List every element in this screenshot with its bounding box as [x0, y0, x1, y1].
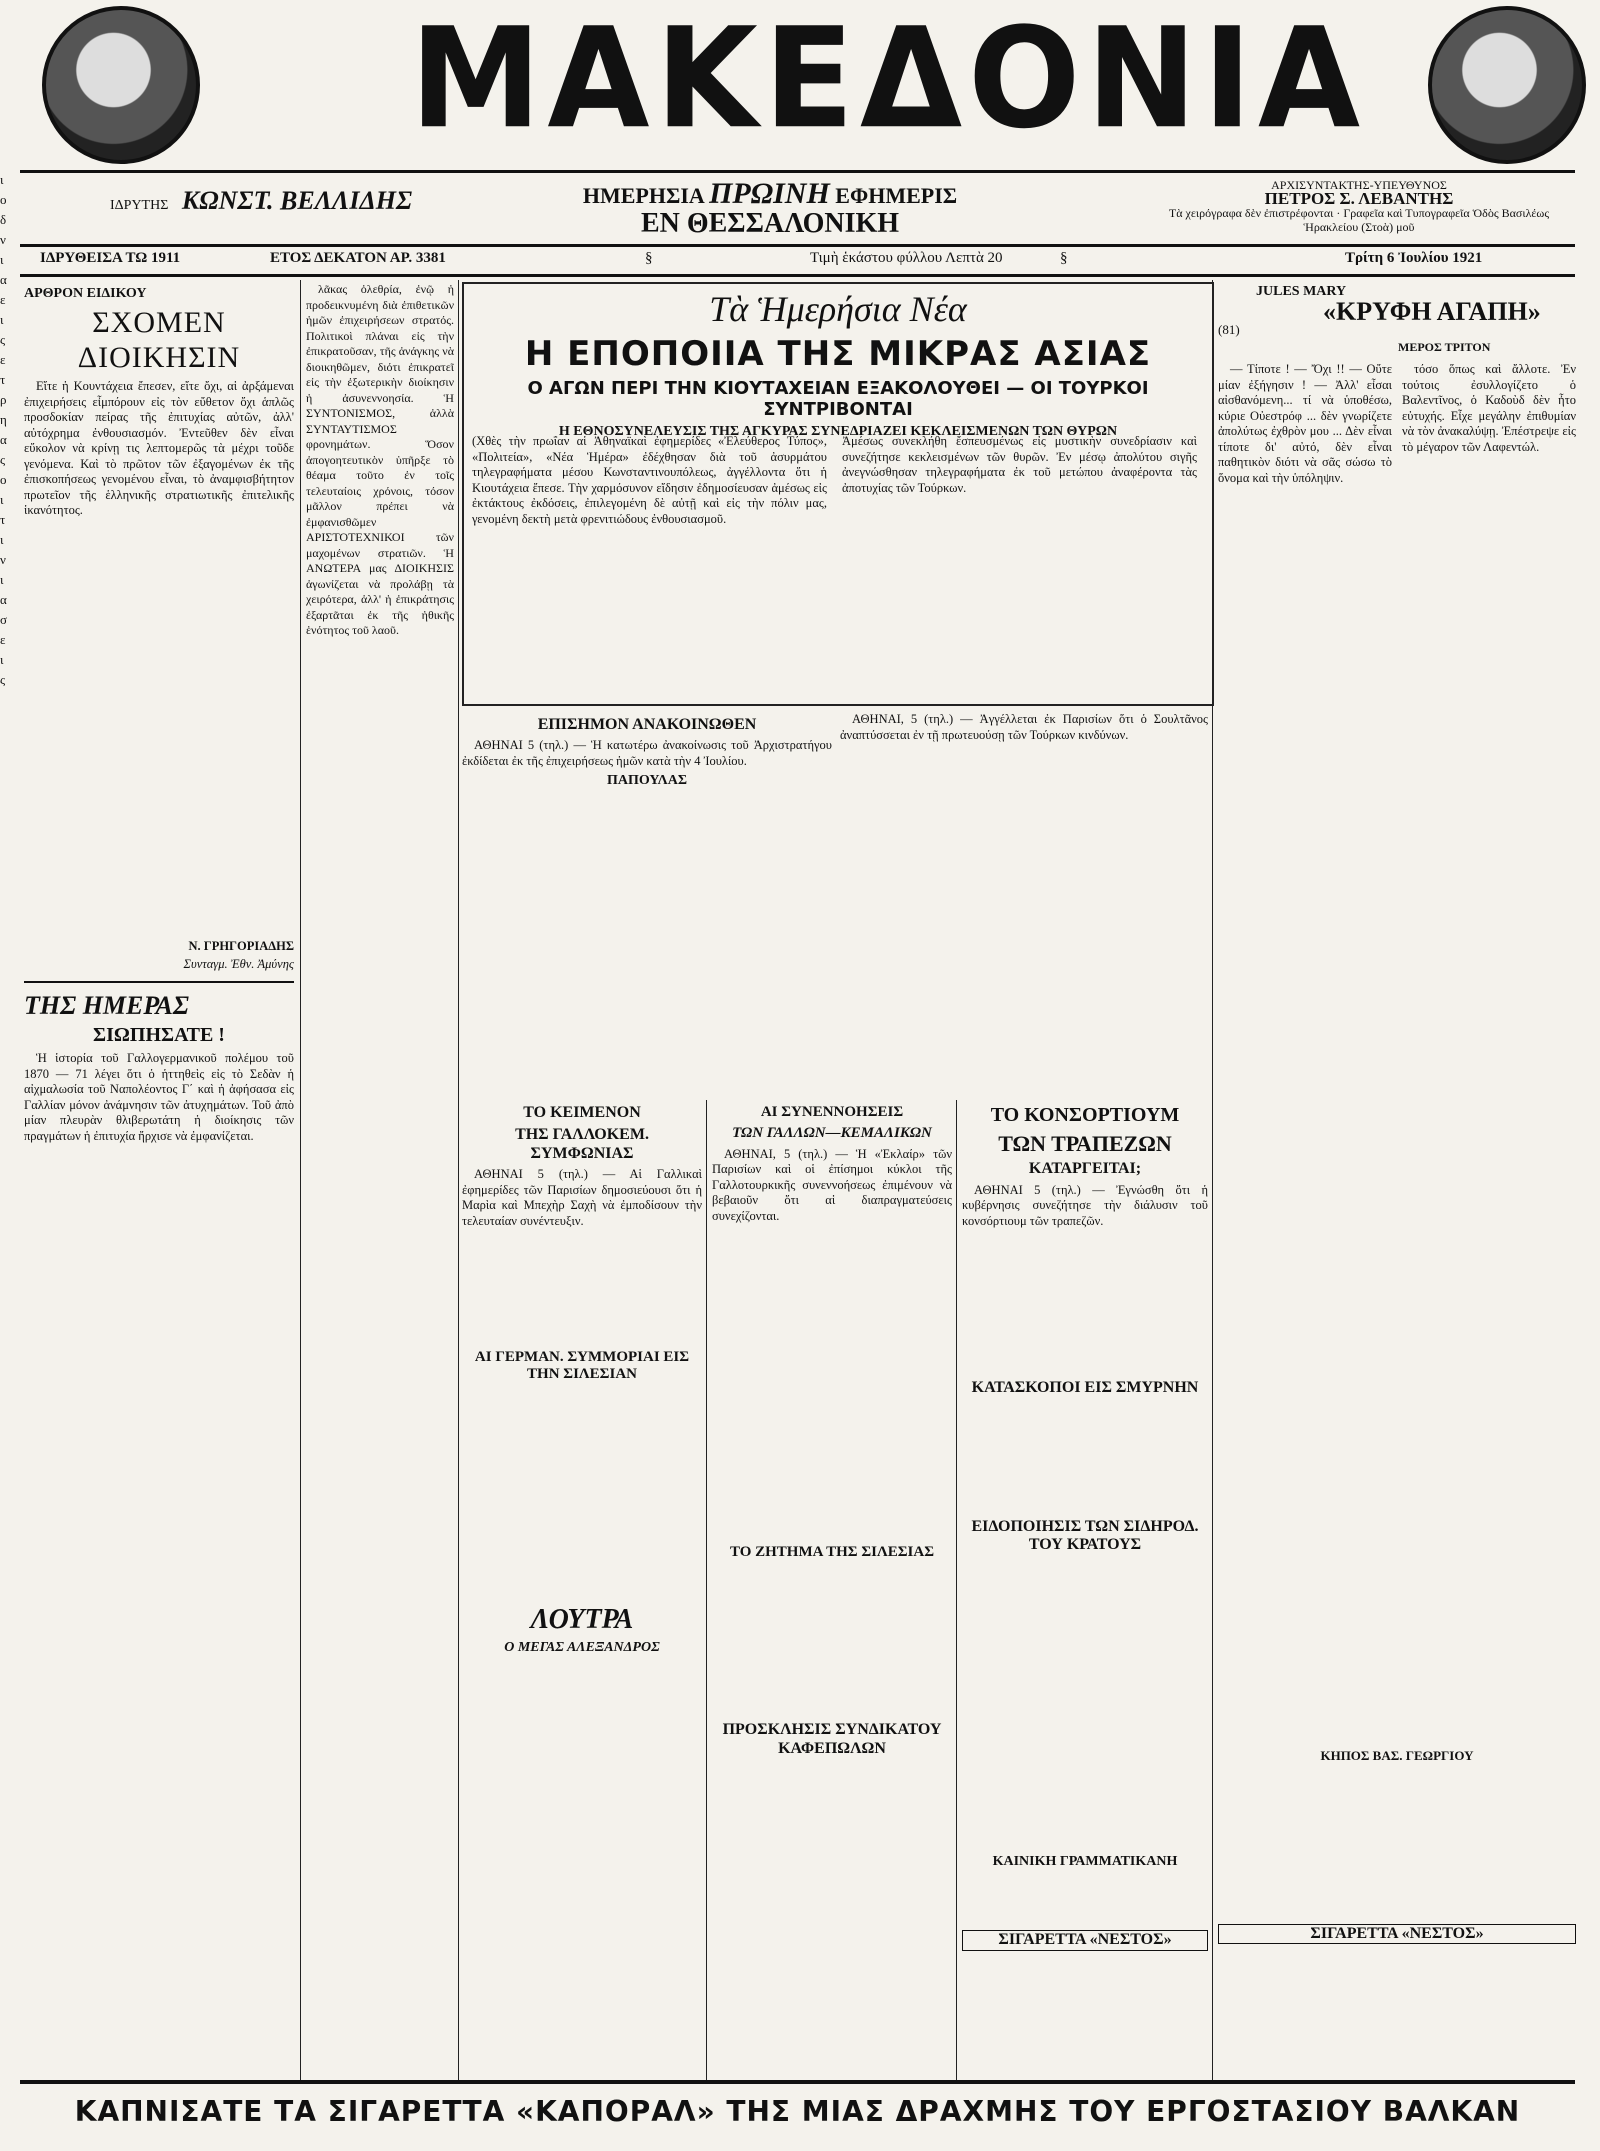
- issue-line-rule: [20, 274, 1575, 277]
- story-head: ΤΟ ΚΕΙΜΕΝΟΝ: [523, 1104, 641, 1121]
- coin-right-emblem: [1428, 6, 1586, 164]
- lead-continuation-right: [840, 712, 1208, 1092]
- founder-name: ΚΩΝΣΤ. ΒΕΛΛΙΔΗΣ: [181, 186, 413, 215]
- story-body: ΑΘΗΝΑΙ 5 (τηλ.) — Ἐγνώσθη ὅτι ἡ κυβέρνησις συνεζήτησε τὴν διάλυσιν τοῦ κονσόρτιουμ τῶν τραπεζῶν.: [962, 1182, 1208, 1228]
- column-rule: [458, 280, 459, 2080]
- section-title: ΤΗΣ ΗΜΕΡΑΣ: [24, 990, 189, 1020]
- story-head: ΚΑΤΑΡΓΕΙΤΑΙ;: [1028, 1160, 1142, 1178]
- header-rule: [20, 244, 1575, 247]
- edition-description: [520, 177, 1020, 239]
- bottom-advertisement: [20, 2080, 1575, 2144]
- bottom-banner-text: ΚΑΠΝΙΣΑΤΕ ΤΑ ΣΙΓΑΡΕΤΤΑ «ΚΑΠΟΡΑΛ» ΤΗΣ ΜΙΑΣ ΔΡΑΧΜΗΣ ΤΟΥ ΕΡΓΟΣΤΑΣΙΟΥ ΒΑΛΚΑΝ: [74, 2095, 1521, 2128]
- athens-dateline: ΑΘΗΝΑΙ, 5 (τηλ.) — Ἀγγέλλεται ἐκ Παρισίων ὅτι ὁ Σουλτᾶνος ἀναπτύσσεται ἐν τῇ πρωτευούσῃ τῶν Τούρκων κινδύνων.: [840, 712, 1208, 742]
- article-byline-note: Συνταγμ. Ἐθν. Ἀμύνης: [183, 957, 294, 972]
- lead-headline: Η ΕΠΟΠΟΙΙΑ ΤΗΣ ΜΙΚΡΑΣ ΑΣΙΑΣ: [524, 334, 1152, 374]
- issue-number: ΕΤΟΣ ΔΕΚΑΤΟΝ ΑΡ. 3381: [270, 250, 446, 266]
- header-info-row: [20, 176, 1575, 242]
- section-mark-left: §: [645, 250, 653, 266]
- serial-body-left: — Τίποτε ! — Ὄχι !! — Οὔτε μίαν ἐξήγησιν ! — Ἀλλ' εἶσαι αἰσθανόμενη... τί νὰ ὑποθέσω, κύριε Οὐεστρόφ ... δὲν γνωρίζετε ἀπολύτως ἐχθρὸν μου ... Δὲν εἶναι τίποτε δι' αὐτό, δὲν εἶναι παθητικὸν διότι νὰ σᾶς σώσω τὸ ὅνομα καὶ τὴν ὑπόληψιν.: [1218, 362, 1392, 485]
- masthead: [20, 0, 1590, 170]
- column-serial: [1218, 282, 1576, 2072]
- issue-line: [20, 248, 1575, 272]
- column-rule: [956, 1100, 957, 2080]
- lead-deck: Η ΕΘΝΟΣΥΝΕΛΕΥΣΙΣ ΤΗΣ ΑΓΚΥΡΑΣ ΣΥΝΕΔΡΙΑΖΕΙ ΚΕΚΛΕΙΣΜΕΝΩΝ ΤΩΝ ΘΥΡΩΝ: [558, 424, 1118, 439]
- cigarette-ad: ΣΙΓΑΡΕΤΤΑ «ΝΕΣΤΟΣ»: [962, 1930, 1208, 1950]
- story-head: ΤΗΣ ΓΑΛΛΟΚΕΜ. ΣΥΜΦΩΝΙΑΣ: [515, 1126, 649, 1162]
- edition-line1-end: ΕΦΗΜΕΡΙΣ: [835, 183, 958, 208]
- story-head: ΤΩΝ ΤΡΑΠΕΖΩΝ: [998, 1131, 1172, 1156]
- masthead-rule: [20, 170, 1575, 173]
- director-name: ΠΕΤΡΟΣ Σ. ΛΕΒΑΝΤΗΣ: [1264, 189, 1454, 208]
- story-head: ΚΑΤΑΣΚΟΠΟΙ ΕΙΣ ΣΜΥΡΝΗΝ: [971, 1379, 1199, 1397]
- director-note: Τὰ χειρόγραφα δὲν ἐπιστρέφονται · Γραφεῖα καὶ Τυπογραφεῖα Ὁδὸς Βασιλέως Ἡρακλείου (Στοὰ) μοῦ: [1168, 206, 1550, 234]
- section-headline: ΣΙΩΠΗΣΑΤΕ !: [93, 1024, 225, 1047]
- edition-line1-italic: ΠΡΩΙΝΗ: [709, 177, 830, 210]
- story-head: ΚΑΙΝΙΚΗ ΓΡΑΜΜΑΤΙΚΑΝΗ: [992, 1854, 1178, 1870]
- serial-author: JULES MARY: [1256, 284, 1347, 299]
- article-kicker: ΑΡΘΡΟΝ ΕΙΔΙΚΟΥ: [24, 286, 147, 301]
- serial-number: (81): [1218, 322, 1240, 337]
- cropped-edge-column: ι ο δ ν ι α ε ι ς ε τ ρ η α ς ο ι τ ι ν ι α σ ε ι ς: [0, 172, 8, 687]
- serial-signature: ΚΗΠΟΣ ΒΑΣ. ΓΕΩΡΓΙΟΥ: [1320, 1748, 1474, 1763]
- editor-in-chief: [1149, 178, 1569, 234]
- article-byline: Ν. ΓΡΗΓΟΡΙΑΔΗΣ: [188, 938, 294, 953]
- continuation-body: λᾶκας ὀλεθρία, ἐνῷ ἡ προδεικνυμένη διὰ ἐπιθετικῶν ἡμῶν ἐπιχειρήσεων στρατός. Πολιτικοὶ πλάναι εἰς τὴν ἐπικρατοῦσαν, τῆς ἀνάγκης νὰ διοικηθῶμεν, διότι ἐπικρατεῖ εἰς τὴν ἐξωτερικὴν διοίκησιν ἡ ἀσυνεννοησία. Ἡ ΣΥΝΤΟΝΙΣΜΟΣ, ἀλλὰ ΣΥΝΤΑΥΤΙΣΜΟΣ φρονημάτων. Ὅσον ἀπογοητευτικὸν ὑπῆρξε τὸ θέαμα τοῦτο ἐν τοῖς τελευταίοις χρόνοις, τόσον μᾶλλον πρέπει νὰ ἐμφανισθῶμεν ΑΡΙΣΤΟΤΕΧΝΙΚΟΙ τῶν μαχομένων στρατιῶν. Ἡ ΑΝΩΤΕΡΑ μας ΔΙΟΙΚΗΣΙΣ ἀγωνίζεται νὰ προλάβῃ τὰ χειρότερα, ἀλλ' ἡ ἐπικράτησις ἐξαρτᾶται ἐκ τῆς ἡθικῆς ἑνότητος τοῦ λαοῦ.: [306, 282, 454, 637]
- story-head: ΑΙ ΣΥΝΕΝΝΟΗΣΕΙΣ: [760, 1104, 904, 1120]
- communique-signoff: ΠΑΠΟΥΛΑΣ: [607, 773, 687, 789]
- price: Τιμὴ ἑκάστου φύλλου Λεπτὰ 20: [810, 250, 1003, 266]
- article-body: Εἴτε ἡ Κουντάχεια ἔπεσεν, εἴτε ὄχι, αἱ ἀρξάμεναι ἐπιχειρήσεις εἶμπόρουν εἰς τὸν εὔθετον ὄχι ἁπλῶς προσδοκίαν πείρας τῆς ἐπιτυχίας αὐτῶν, ἀλλ' αὐτόχρημα ἐνθουσιασμόν. Ἐντεῦθεν δὲν εἶναι εὔκολον νὰ κρίνῃ τις λεπτομερῶς τὰ μέχρι τοῦδε γενόμενα. Καὶ τὸ πρῶτον τῶν ἐξαγομένων ἐκ τῆς ἐπισκοπήσεως γενομένου εἶναι, τὸ ἀναμφισβήτητον πρωτεῖον τῆς ἑλληνικῆς στρατιωτικῆς ἐπιτελικῆς ἱκανότητος.: [24, 379, 294, 518]
- official-communique-body: ΑΘΗΝΑΙ 5 (τηλ.) — Ἡ κατωτέρω ἀνακοίνωσις τοῦ Ἀρχιστρατήγου ἐκδίδεται ἐκ τῆς ἐπιχειρήσεως ἡμῶν κατὰ τὴν 4 Ἰουλίου.: [462, 738, 832, 768]
- story-head: ΠΡΟΣΚΛΗΣΙΣ ΣΥΝΔΙΚΑΤΟΥ ΚΑΦΕΠΩΛΩΝ: [722, 1721, 942, 1757]
- news-banner: Τὰ Ἡμερήσια Νέα: [709, 289, 967, 329]
- mid-column-1: [462, 1100, 702, 2080]
- official-communique-head: ΕΠΙΣΗΜΟΝ ΑΝΑΚΟΙΝΩΘΕΝ: [537, 716, 757, 733]
- serial-title: «ΚΡΥΦΗ ΑΓΑΠΗ»: [1323, 297, 1541, 326]
- story-head: ΤΟ ΚΟΝΣΟΡΤΙΟΥΜ: [990, 1104, 1180, 1126]
- issue-date: Τρίτη 6 Ἰουλίου 1921: [1345, 250, 1483, 266]
- section-mark-right: §: [1060, 250, 1068, 266]
- story-head: ΤΟ ΖΗΤΗΜΑ ΤΗΣ ΣΙΛΕΣΙΑΣ: [729, 1544, 935, 1560]
- article-headline: ΣΧΟΜΕΝ ΔΙΟΙΚΗΣΙΝ: [77, 306, 241, 374]
- director-label: ΑΡΧΙΣΥΝΤΑΚΤΗΣ-ΥΠΕΥΘΥΝΟΣ: [1271, 178, 1447, 192]
- column-rule: [300, 280, 301, 2080]
- edition-line1: ΗΜΕΡΗΣΙΑ: [582, 183, 704, 208]
- lead-subhead: Ο ΑΓΩΝ ΠΕΡΙ ΤΗΝ ΚΙΟΥΤΑΧΕΙΑΝ ΕΞΑΚΟΛΟΥΘΕΙ — ΟΙ ΤΟΥΡΚΟΙ ΣΥΝΤΡΙΒΟΝΤΑΙ: [527, 378, 1149, 420]
- lead-body-right: Ἀμέσως συνεκλήθη ἔσπευσμένως εἰς μυστικὴν συνεδρίασιν καὶ συνεζήτησε κεκλεισμένων τῶν θυρῶν. Ἐν μέσῳ ἀπολύτου σιγῆς ἀνεγνώσθησαν τηλεγραφήματα ἐκ τοῦ μετώπου ἀναφέροντα τὰς ἀποτυχίας τῶν Τούρκων.: [842, 434, 1197, 495]
- mid-column-2: [712, 1100, 952, 2080]
- serial-body-right: τόσο ὅπως καὶ ἄλλοτε. Ἐν τούτοις ἐσυλλογίζετο ὁ Βαλεντῖνος, ὁ Καδοὺδ δὲν ἦτο εὐτυχής. Εἶχε μεγάλην ἐπιθυμίαν νὰ τὸν ἀνακαλύψῃ. Ἐπέστρεψε εἰς τὸ μέγαρον τῶν Λαφεντώλ.: [1402, 362, 1576, 454]
- founded: ΙΔΡΥΘΕΙΣΑ ΤΩ 1911: [40, 250, 181, 266]
- column-rule: [706, 1100, 707, 2080]
- section-body: Ἡ ἱστορία τοῦ Γαλλογερμανικοῦ πολέμου τοῦ 1870 — 71 λέγει ὅτι ὁ ἡττηθεὶς εἰς τὸ Σεδὰν ἡ αἰχμαλωσία τοῦ Ναπολέοντος Γ΄ καὶ ἡ ἀφήσασα εἰς Γαλλίαν μόνον ἀνάμνησιν τῶν ἀτυχημάτων. Τοῦ ἀπὸ μίαν πλευρὰν θλιβερωτάτη ἡ διοίκησις τῶν πραγμάτων ἡ ἐπιτυχία ἤρχισε νὰ ἐμφανίζεται.: [24, 1051, 294, 1143]
- founder-label: ΙΔΡΥΤΗΣ: [110, 198, 169, 213]
- story-head: ΕΙΔΟΠΟΙΗΣΙΣ ΤΩΝ ΣΙΔΗΡΟΔ. ΤΟΥ ΚΡΑΤΟΥΣ: [971, 1517, 1199, 1553]
- story-body: ΑΘΗΝΑΙ 5 (τηλ.) — Αἱ Γαλλικαὶ ἐφημερίδες τῶν Παρισίων δημοσιεύουσι ὅτι ἡ Μαρὶα καὶ Μπεχὴρ Σαχὴ νὰ ἐμποδίσουν τὴν τελευταίαν συνέντευξιν.: [462, 1167, 702, 1228]
- story-body: ΑΘΗΝΑΙ, 5 (τηλ.) — Ἡ «Ἐκλαίρ» τῶν Παρισίων καὶ οἱ ἐπίσημοι κύκλοι τῆς Γαλλοτουρκικῆς συνεννοήσεως ἐπιμένουν νὰ βεβαιοῦν ὅτι αἱ διαπραγματεύσεις συνεχίζονται.: [712, 1146, 952, 1223]
- mid-column-3: [962, 1100, 1208, 2080]
- coin-left-emblem: [42, 6, 200, 164]
- lead-story-box: [462, 282, 1214, 706]
- ad-subhead: Ο ΜΕΓΑΣ ΑΛΕΞΑΝΔΡΟΣ: [504, 1639, 660, 1655]
- lead-body-left: (Χθὲς τὴν πρωΐαν αἱ Ἀθηναϊκαὶ ἐφημερίδες «Ἐλεύθερος Τύπος», «Πολιτεία», «Νέα Ἡμέρα» ἐδέχθησαν διὰ τοῦ ἀσυρμάτου τηλεγραφήματα μέσου Κωνσταντινουπόλεως, ἀγγέλλοντα ὅτι ἡ Κιουτάχεια ἔπεσε. Τὴν χαρμόσυνον εἴδησιν ἐδημοσίευσαν ἀμέσως εἰς ἐκτάκτους ἐκδόσεις, ἐπιλεγομένη δὲ αὐτῇ καὶ εἰς τὴν πόλιν μας, γενομένη δεκτὴ μετὰ φρενιτιώδους ἐνθουσιασμοῦ.: [472, 434, 827, 526]
- column-continuation: [306, 282, 454, 2072]
- column-editorial: [24, 282, 294, 2072]
- founder: [110, 186, 412, 216]
- ad-head: ΛΟΥΤΡΑ: [530, 1603, 634, 1635]
- serial-part: ΜΕΡΟΣ ΤΡΙΤΟΝ: [1398, 340, 1491, 354]
- newspaper-title: ΜΑΚΕΔΟΝΙΑ: [410, 0, 1367, 160]
- story-head: ΤΩΝ ΓΑΛΛΩΝ—ΚΕΜΑΛΙΚΩΝ: [732, 1125, 932, 1142]
- story-head: ΑΙ ΓΕΡΜΑΝ. ΣΥΜΜΟΡΙΑΙ ΕΙΣ ΤΗΝ ΣΙΛΕΣΙΑΝ: [474, 1349, 690, 1383]
- serial-ad: ΣΙΓΑΡΕΤΤΑ «ΝΕΣΤΟΣ»: [1218, 1924, 1576, 1944]
- lead-continuation-left: [462, 712, 832, 1092]
- edition-line2: ΕΝ ΘΕΣΣΑΛΟΝΙΚΗ: [640, 208, 900, 239]
